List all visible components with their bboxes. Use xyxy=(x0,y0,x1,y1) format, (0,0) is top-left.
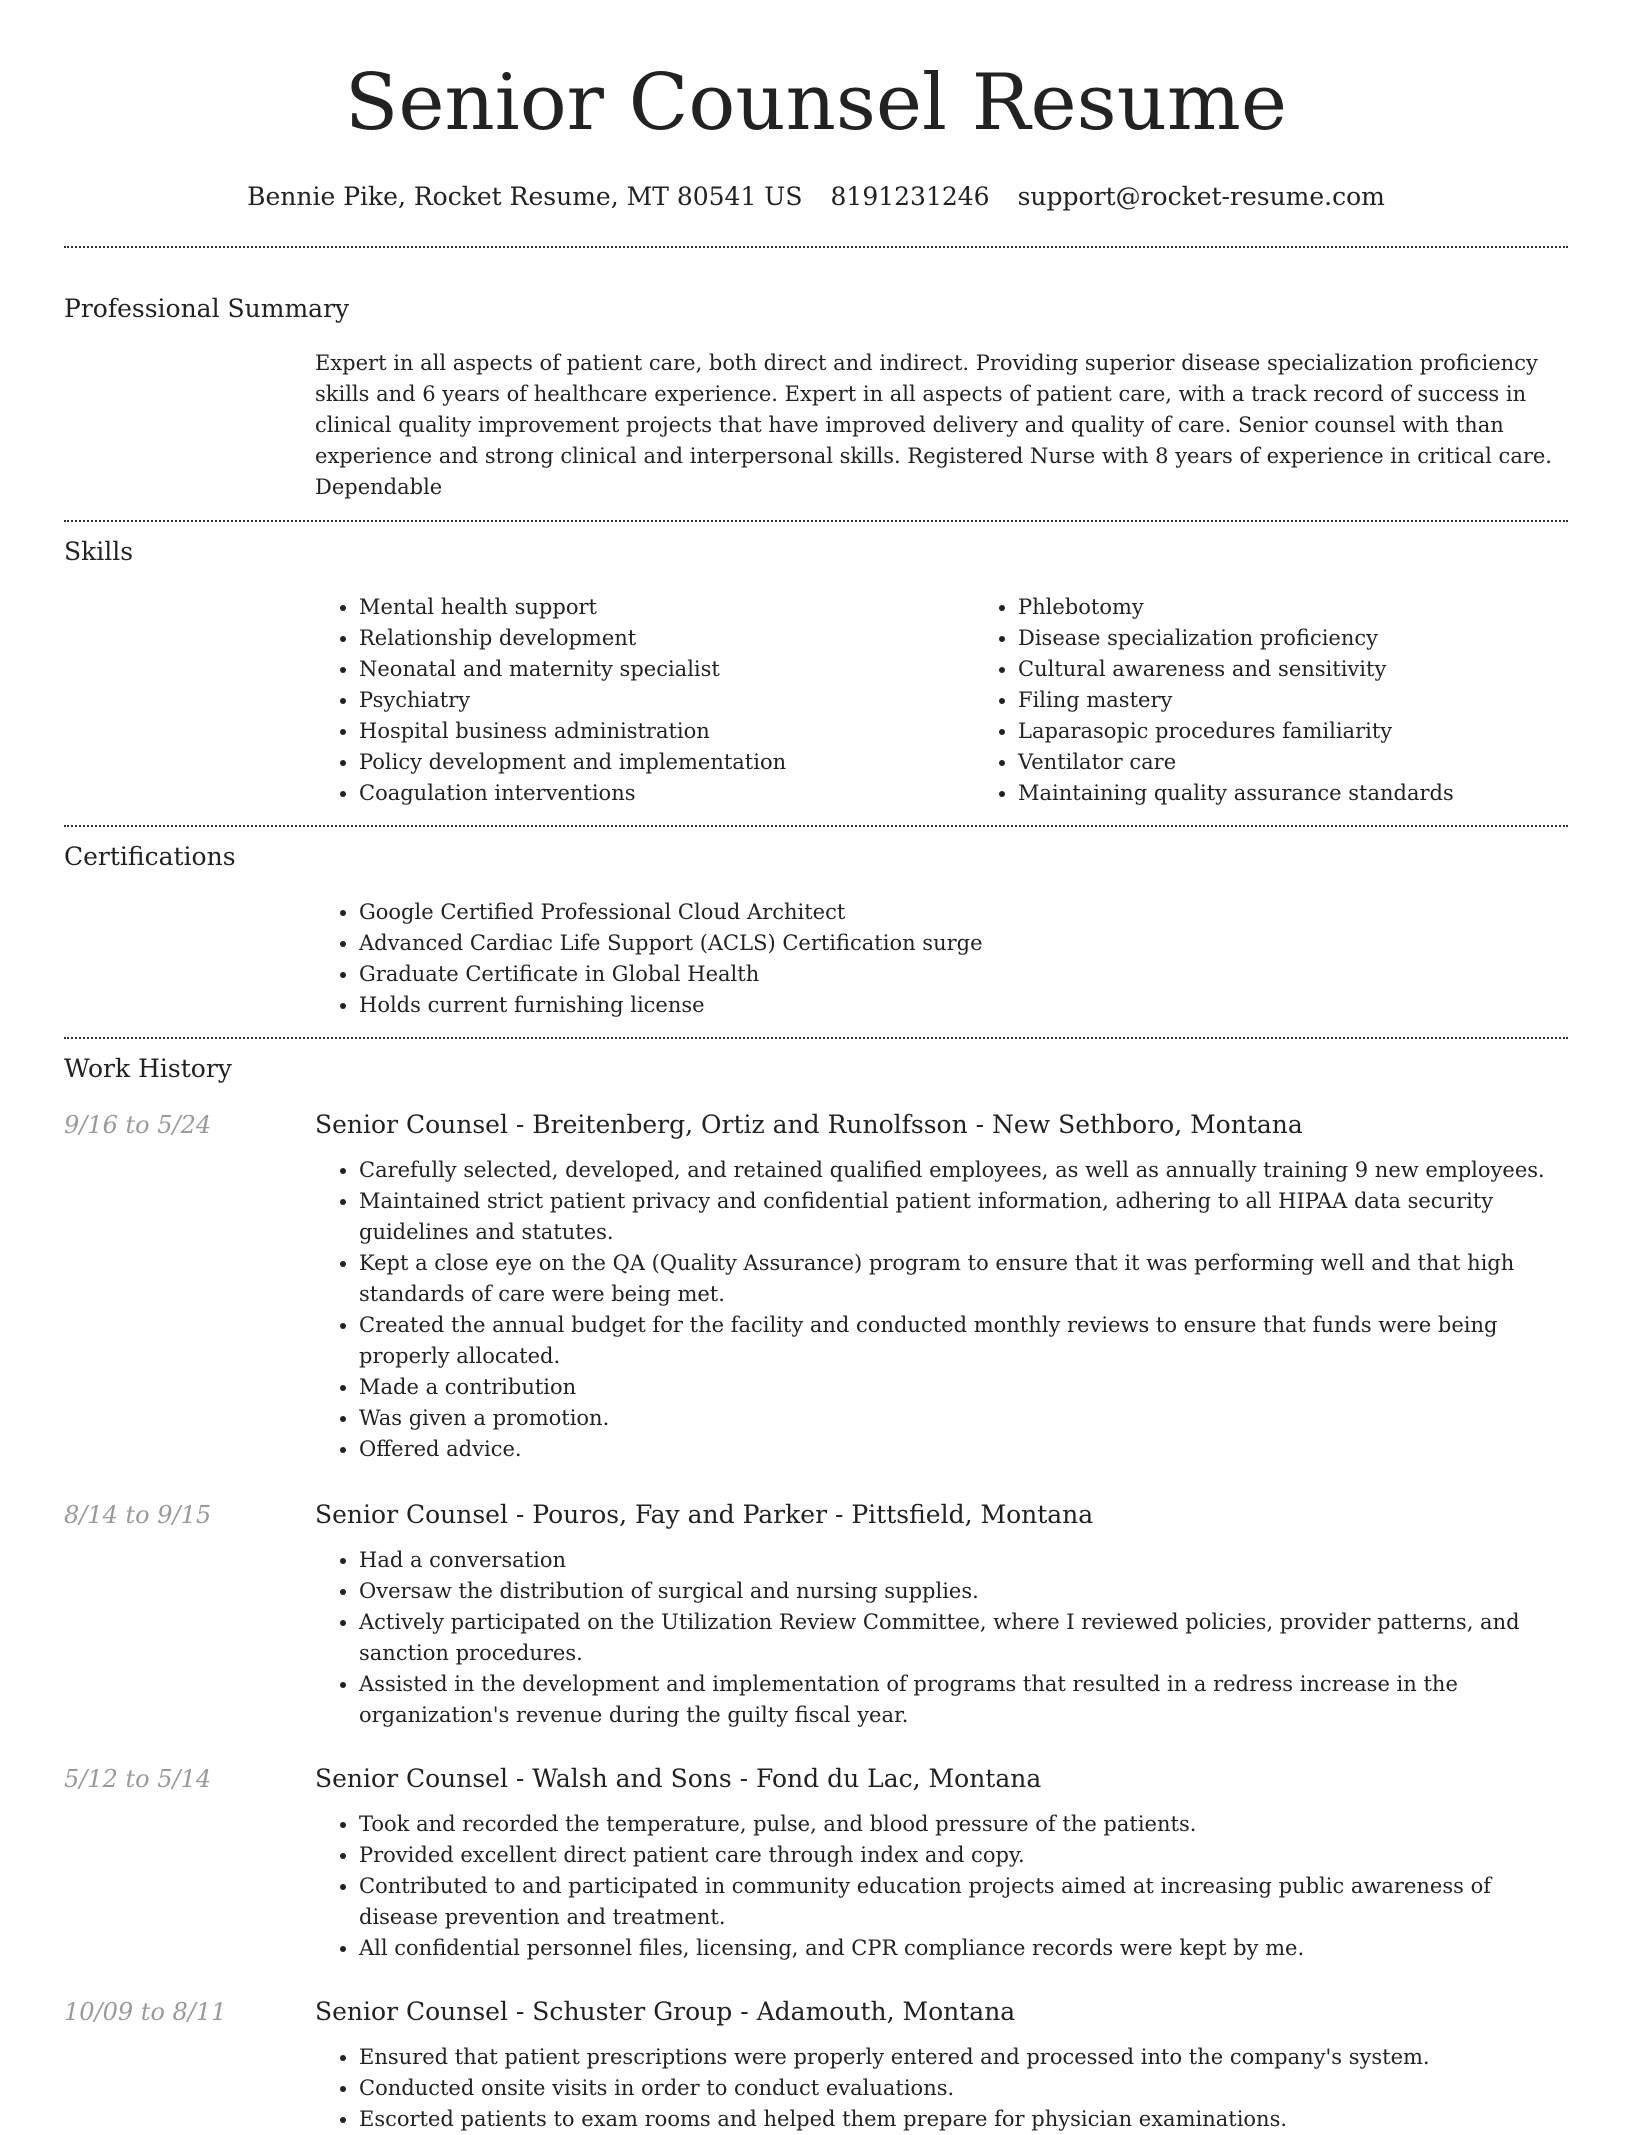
job-bullet: • Ensured that patient prescriptions were properly entered and processed into the company's system. xyxy=(359,2042,1568,2073)
job-bullet: • Took and recorded the temperature, pulse, and blood pressure of the patients. xyxy=(359,1809,1568,1840)
summary-text: Expert in all aspects of patient care, both direct and indirect. Providing superior disease specialization proficiency skills and 6 years of healthcare experience. Expert in all aspects of patient care, with a track record of success in clinical quality improvement projects that have improved delivery and quality of care. Senior counsel with than experience and strong clinical and interpersonal skills. Registered Nurse with 8 years of experience in critical care. Dependable xyxy=(315,351,1552,499)
skill-item: • Hospital business administration xyxy=(359,716,974,747)
job-bullet: • Provided excellent direct patient care through index and copy. xyxy=(359,1840,1568,1871)
skill-item: • Coagulation interventions xyxy=(359,778,974,809)
skill-item: • Filing mastery xyxy=(1018,685,1632,716)
contact-email[interactable]: support@rocket-resume.com xyxy=(1017,182,1385,211)
job-dates: 9/16 to 5/24 xyxy=(64,1111,212,1139)
work-history-section xyxy=(64,1039,1568,2135)
skill-item: • Phlebotomy xyxy=(1018,592,1632,623)
job-bullets xyxy=(315,1545,1568,1731)
job-bullet: • Carefully selected, developed, and retained qualified employees, as well as annually training 9 new employees. xyxy=(359,1155,1568,1186)
resume-title: Senior Counsel Resume xyxy=(344,58,1288,148)
certifications-list xyxy=(315,897,1568,1021)
job-bullet: • Created the annual budget for the facility and conducted monthly reviews to ensure that funds were being properly allocated. xyxy=(359,1310,1568,1372)
section-heading-summary: Professional Summary xyxy=(64,294,350,323)
certification-item: • Holds current furnishing license xyxy=(359,990,1568,1021)
skill-item: • Neonatal and maternity specialist xyxy=(359,654,974,685)
job-title: Senior Counsel - Schuster Group - Adamouth, Montana xyxy=(315,1997,1016,2026)
certifications-section xyxy=(64,827,1568,1021)
skill-item: • Psychiatry xyxy=(359,685,974,716)
job-entry xyxy=(64,1761,1568,1964)
job-bullet: • Escorted patients to exam rooms and helped them prepare for physician examinations. xyxy=(359,2104,1568,2135)
job-dates: 5/12 to 5/14 xyxy=(64,1765,212,1793)
contact-address: Bennie Pike, Rocket Resume, MT 80541 US xyxy=(247,182,803,211)
section-heading-work-history: Work History xyxy=(64,1054,232,1083)
job-bullet: • Had a conversation xyxy=(359,1545,1568,1576)
job-dates: 10/09 to 8/11 xyxy=(64,1998,227,2026)
job-dates: 8/14 to 9/15 xyxy=(64,1501,212,1529)
skills-list-right xyxy=(974,592,1632,809)
skills-list-left xyxy=(315,592,974,809)
contact-line xyxy=(64,178,1568,216)
job-bullet: • Assisted in the development and implementation of programs that resulted in a redress increase in the organization's revenue during the guilty fiscal year. xyxy=(359,1669,1568,1731)
certification-item: • Google Certified Professional Cloud Architect xyxy=(359,897,1568,928)
section-heading-skills: Skills xyxy=(64,537,134,566)
section-heading-certifications: Certifications xyxy=(64,842,236,871)
job-title: Senior Counsel - Pouros, Fay and Parker - Pittsfield, Montana xyxy=(315,1500,1094,1529)
skill-item: • Disease specialization proficiency xyxy=(1018,623,1632,654)
job-bullets xyxy=(315,1155,1568,1465)
skill-item: • Mental health support xyxy=(359,592,974,623)
job-bullet: • Conducted onsite visits in order to conduct evaluations. xyxy=(359,2073,1568,2104)
skill-item: • Ventilator care xyxy=(1018,747,1632,778)
certification-item: • Advanced Cardiac Life Support (ACLS) Certification surge xyxy=(359,928,1568,959)
job-bullets xyxy=(315,2042,1568,2135)
job-bullet: • All confidential personnel files, licensing, and CPR compliance records were kept by me. xyxy=(359,1933,1568,1964)
resume-page xyxy=(64,0,1568,2135)
job-bullets xyxy=(315,1809,1568,1964)
job-bullet: • Maintained strict patient privacy and confidential patient information, adhering to all HIPAA data security guidelines and statutes. xyxy=(359,1186,1568,1248)
job-entry xyxy=(64,1497,1568,1731)
job-title: Senior Counsel - Walsh and Sons - Fond du Lac, Montana xyxy=(315,1764,1042,1793)
skills-section xyxy=(64,522,1568,809)
job-bullet: • Actively participated on the Utilization Review Committee, where I reviewed policies, provider patterns, and sanction procedures. xyxy=(359,1607,1568,1669)
job-entry xyxy=(64,1994,1568,2135)
contact-phone: 8191231246 xyxy=(830,182,990,211)
job-title: Senior Counsel - Breitenberg, Ortiz and Runolfsson - New Sethboro, Montana xyxy=(315,1110,1303,1139)
skill-item: • Laparasopic procedures familiarity xyxy=(1018,716,1632,747)
job-bullet: • Was given a promotion. xyxy=(359,1403,1568,1434)
job-bullet: • Kept a close eye on the QA (Quality Assurance) program to ensure that it was performing well and that high standards of care were being met. xyxy=(359,1248,1568,1310)
job-bullet: • Contributed to and participated in community education projects aimed at increasing public awareness of disease prevention and treatment. xyxy=(359,1871,1568,1933)
summary-section xyxy=(64,248,1568,503)
skill-item: • Policy development and implementation xyxy=(359,747,974,778)
job-bullet: • Offered advice. xyxy=(359,1434,1568,1465)
skill-item: • Maintaining quality assurance standards xyxy=(1018,778,1632,809)
skill-item: • Relationship development xyxy=(359,623,974,654)
certification-item: • Graduate Certificate in Global Health xyxy=(359,959,1568,990)
job-bullet: • Oversaw the distribution of surgical and nursing supplies. xyxy=(359,1576,1568,1607)
job-bullet: • Made a contribution xyxy=(359,1372,1568,1403)
skill-item: • Cultural awareness and sensitivity xyxy=(1018,654,1632,685)
job-entry xyxy=(64,1107,1568,1465)
